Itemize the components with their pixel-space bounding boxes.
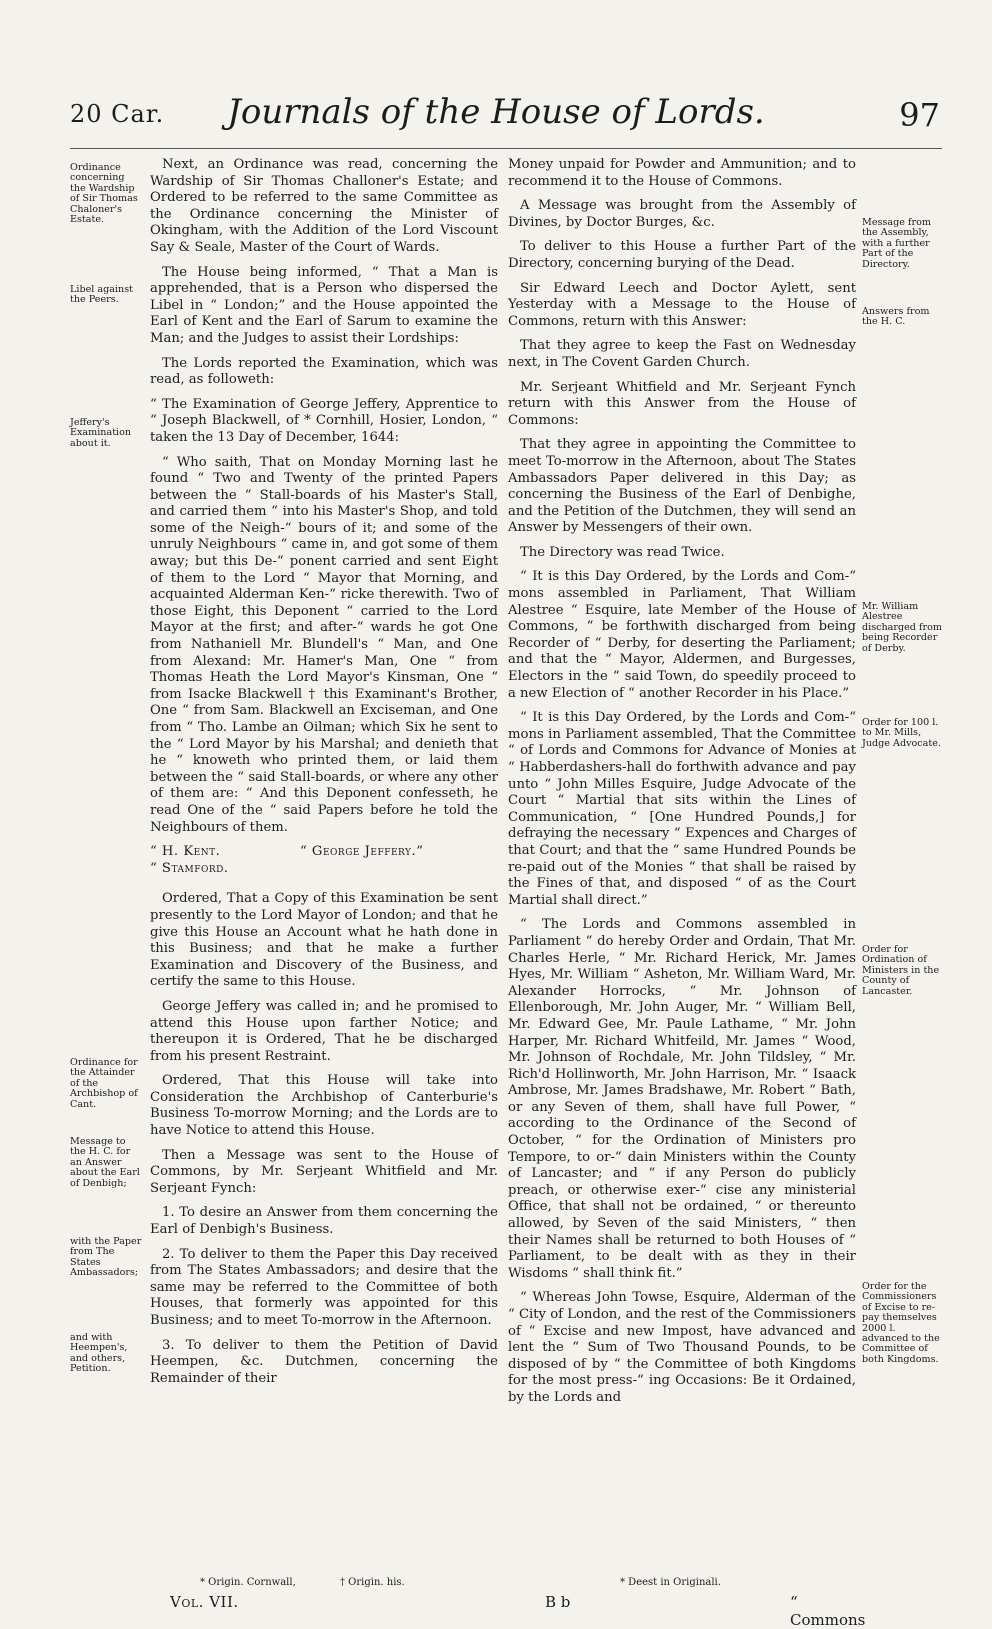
footnote: * Deest in Originali. <box>620 1577 721 1588</box>
margin-note: Ordinance concerning the Wardship of Sir Thomas Chaloner's Estate. <box>70 162 138 226</box>
margin-note: Order for 100 l. to Mr. Mills, Judge Advocate. <box>862 717 941 749</box>
paragraph: The Directory was read Twice. <box>520 544 725 560</box>
margin-note: Ordinance for the Attainder of the Archbishop of Cant. <box>70 1057 138 1110</box>
paragraph: That they agree in appointing the Committee to meet To-morrow in the Afternoon, about The States Ambassadors Paper delivered in this Day; as concerning the Business of the Earl of Denbighe, and the Petition of the Dutchmen, they will send an Answer by Messengers of their own. <box>508 437 856 536</box>
paragraph: “ Whereas John Towse, Esquire, Alderman of the “ City of London, and the rest of the Commissioners of “ Excise and new Impost, have advanced and lent the “ Sum of Two Thousand Pounds, to be disposed of by “ the Committee of both Kingdoms for the most press-“ ing Occasions: Be it Ordained, by the Lords and <box>508 1290 856 1405</box>
paragraph: The House being informed, “ That a Man is apprehended, that is a Person who dispersed the Libel in “ London;” and the House appointed the Earl of Kent and the Earl of Sarum to examine the Man; and the Judges to assist their Lordships: <box>150 264 498 346</box>
margin-note: Libel against the Peers. <box>70 284 133 306</box>
margin-note: Message to the H. C. for an Answer about the Earl of Denbigh; <box>70 1136 140 1189</box>
paragraph: “ Who saith, That on Monday Morning last he found “ Two and Twenty of the printed Papers between the “ Stall-boards of his Master's Stall, and carried them “ into his Master's Shop, and told some of the Neigh-“ bours of it; and some of the unruly Neighbours “ came in, and got some of them away; but this De-“ ponent carried and sent Eight of them to the Lord “ Mayor that Morning, and acquainted Alderman Ken-“ ricke therewith. Two of those Eight, this Deponent “ carried to the Lord Mayor at the first; and after-“ wards he got One from Nathaniell Mr. Blundell's “ Man, and One from Alexand: Mr. Hamer's Man, One “ from Thomas Heath the Lord Mayor's Kinsman, One “ from Isacke Blackwell † this Examinant's Brother, One “ from Sam. Blackwell an Exciseman, and One from “ Tho. Lambe an Oilman; which Six he sent to the “ Lord Mayor by his Marshal; and denieth that he “ knoweth who printed them, or laid them between the “ said Stall-boards, or where any other of them are: “ And this Deponent confesseth, he read One of the “ said Papers before he told the Neighbours of them. <box>150 454 498 835</box>
paragraph: “ The Lords and Commons assembled in Parliament “ do hereby Order and Ordain, That Mr. Charles Herle, “ Mr. Richard Herick, Mr. James Hyes, Mr. William “ Asheton, Mr. William Ward, Mr. Alexander Horrocks, “ Mr. Johnson of Ellenborough, Mr. John Auger, Mr. “ William Bell, Mr. Edward Gee, Mr. Paule Lathame, “ Mr. John Harper, Mr. Richard Whitfeild, Mr. James “ Wood, Mr. Johnson of Rochdale, Mr. John Tildsley, “ Mr. Rich'd Hollinworth, Mr. John Harrison, Mr. “ Isaack Ambrose, Mr. James Bradshawe, Mr. Robert “ Bath, or any Seven of them, shall have full Power, “ according to the Ordinance of the Second of October, “ for the Ordination of Ministers pro Tempore, to or-“ dain Ministers within the County of Lancaster; and “ if any Person do publicly preach, or otherwise exer-“ cise any ministerial Office, that shall not be ordained, “ or thereunto allowed, by Seven of the said Ministers, “ then their Names shall be returned to both Houses of “ Parliament, to be dealt with as they in their Wisdoms “ shall think fit.” <box>508 917 856 1281</box>
paragraph: To deliver to this House a further Part of the Directory, concerning burying of the Dead. <box>508 239 856 271</box>
signature: “ George Jeffery.” <box>300 844 424 860</box>
paragraph: Money unpaid for Powder and Ammunition; and to recommend it to the House of Commons. <box>508 157 856 189</box>
left-column <box>150 157 498 1395</box>
paragraph: Next, an Ordinance was read, concerning the Wardship of Sir Thomas Challoner's Estate; and Ordered to be referred to the same Committee as the Ordinance concerning the Minister of Okingham, with the Addition of the Lord Viscount Say & Seale, Master of the Court of Wards. <box>150 157 498 255</box>
footnote: * Origin. Cornwall, <box>200 1577 296 1588</box>
paragraph: 1. To desire an Answer from them concerning the Earl of Denbigh's Business. <box>150 1205 498 1238</box>
catchword: “ Commons <box>790 1593 866 1629</box>
signature: “ H. Kent. <box>150 844 221 860</box>
paragraph: Mr. Serjeant Whitfield and Mr. Serjeant Fynch return with this Answer from the House of Commons: <box>508 379 856 428</box>
header-rule <box>70 148 942 149</box>
margin-note: and with Heempen's, and others, Petition. <box>70 1332 128 1375</box>
paragraph: “ It is this Day Ordered, by the Lords and Com-“ mons assembled in Parliament, That William Alestree “ Esquire, late Member of the House of Commons, “ be forthwith discharged from being Recorder of “ Derby, for deserting the Parliament; and that the “ Mayor, Aldermen, and Burgesses, Electors in the “ said Town, do speedily proceed to a new Election of “ another Recorder in his Place.” <box>508 569 856 701</box>
margin-note: Order for the Commissioners of Excise to re-pay themselves 2000 l. advanced to the Committee of both Kingdoms. <box>862 1281 940 1365</box>
running-head-left: 20 Car. <box>70 100 165 128</box>
paragraph: Sir Edward Leech and Doctor Aylett, sent Yesterday with a Message to the House of Commons, return with this Answer: <box>508 280 856 329</box>
page-header <box>0 86 992 146</box>
paragraph: A Message was brought from the Assembly of Divines, by Doctor Burges, &c. <box>508 198 856 230</box>
signature-mark: B b <box>545 1593 571 1611</box>
paragraph: “ The Examination of George Jeffery, Apprentice to “ Joseph Blackwell, of * Cornhill, Hosier, London, “ taken the 13 Day of December, 1644: <box>150 396 498 445</box>
right-column <box>508 157 856 1415</box>
volume-label: Vol. VII. <box>170 1593 239 1611</box>
paragraph: George Jeffery was called in; and he promised to attend this House upon farther Notice; and thereupon it is Ordered, That he be discharged from his present Restraint. <box>150 998 498 1064</box>
margin-note: Message from the Assembly, with a further Part of the Directory. <box>862 217 931 270</box>
margin-note: Answers from the H. C. <box>862 306 930 328</box>
signatures <box>150 844 498 877</box>
paragraph: 3. To deliver to them the Petition of David Heempen, &c. Dutchmen, concerning the Remainder of their <box>150 1337 498 1386</box>
paragraph: Ordered, That a Copy of this Examination be sent presently to the Lord Mayor of London; and that he give this House an Account what he hath done in this Business; and that he make a further Examination and Discovery of the Business, and certify the same to this House. <box>150 891 498 990</box>
paragraph: The Lords reported the Examination, which was read, as followeth: <box>150 355 498 388</box>
margin-note: Order for Ordination of Ministers in the County of Lancaster. <box>862 944 940 997</box>
signature: “ Stamford. <box>150 860 229 876</box>
margin-note: Jeffery's Examination about it. <box>70 417 132 449</box>
margin-note: with the Paper from The States Ambassadors; <box>70 1236 142 1279</box>
paragraph: Then a Message was sent to the House of Commons, by Mr. Serjeant Whitfield and Mr. Serjeant Fynch: <box>150 1147 498 1196</box>
paragraph: 2. To deliver to them the Paper this Day received from The States Ambassadors; and desire that the same may be referred to the Committee of both Houses, that formerly was appointed for this Business; and to meet To-morrow in the Afternoon. <box>150 1246 498 1328</box>
running-head-title: Journals of the House of Lords. <box>227 92 765 132</box>
paragraph: “ It is this Day Ordered, by the Lords and Com-“ mons in Parliament assembled, That the Committee “ of Lords and Commons for Advance of Monies at “ Habberdashers-hall do forthwith advance and pay unto “ John Milles Esquire, Judge Advocate of the Court “ Martial that sits within the Lines of Communication, “ [One Hundred Pounds,] for defraying the necessary “ Expences and Charges of that Court; and that the “ same Hundred Pounds be re-paid out of the Monies “ that shall be raised by the Fines of that, and disposed “ of as the Court Martial shall direct.” <box>508 710 856 908</box>
footnote: † Origin. his. <box>340 1577 405 1588</box>
margin-note: Mr. William Alestree discharged from being Recorder of Derby. <box>862 601 943 654</box>
paragraph: Ordered, That this House will take into Consideration the Archbishop of Canterburie's Business To-morrow Morning; and the Lords are to have Notice to attend this House. <box>150 1073 498 1139</box>
page-number: 97 <box>899 96 940 134</box>
paragraph: That they agree to keep the Fast on Wednesday next, in The Covent Garden Church. <box>508 338 856 370</box>
